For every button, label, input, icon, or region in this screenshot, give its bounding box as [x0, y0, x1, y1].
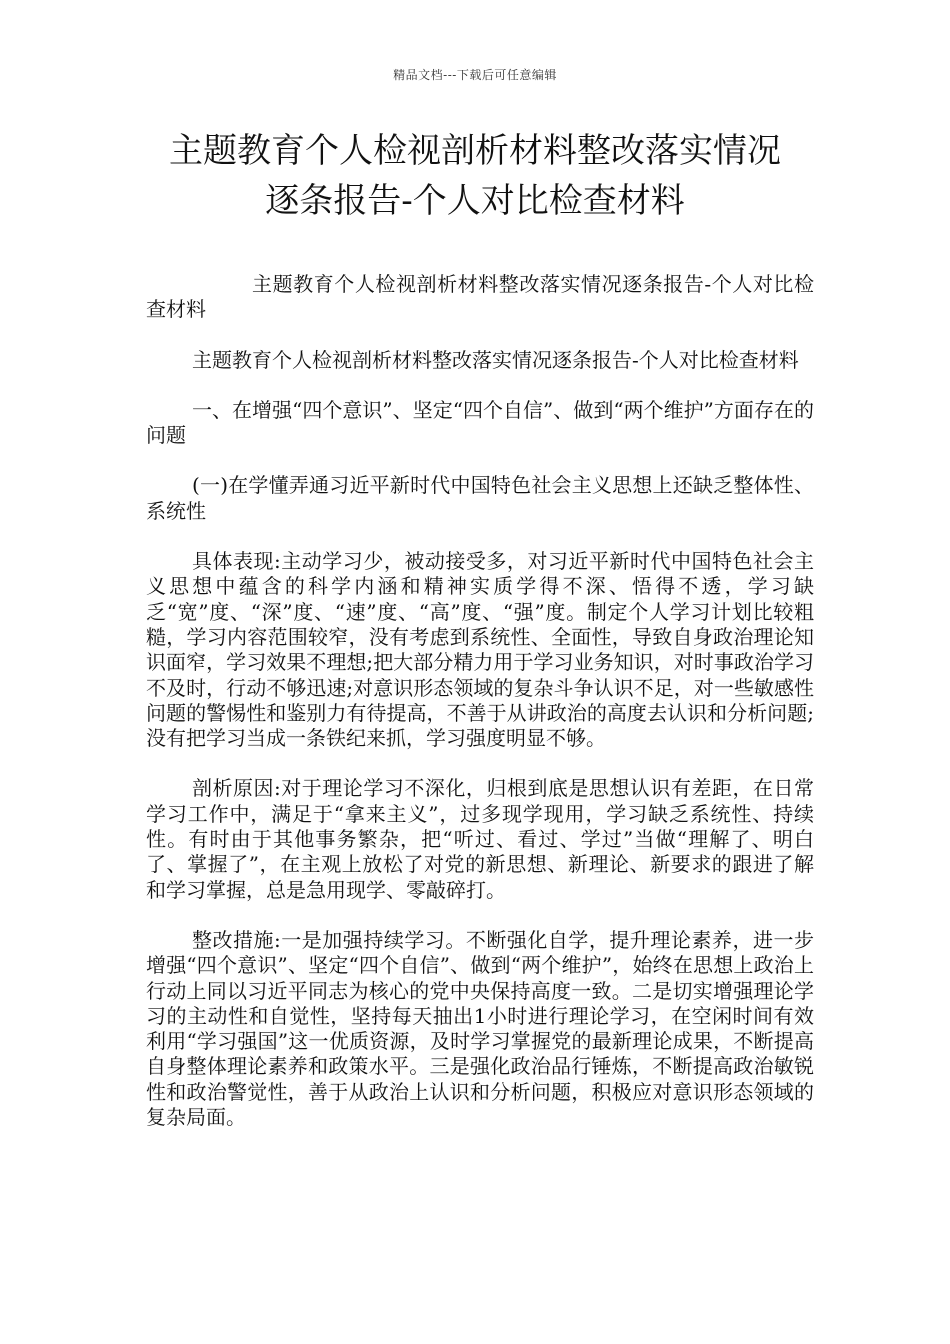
title-line-1: 主题教育个人检视剖析材料整改落实情况	[169, 131, 781, 171]
rectification-measures-paragraph: 整改措施:一是加强持续学习。不断强化自学，提升理论素养，进一步增强“四个意识”、坚定“四个自信”、做到“两个维护”，始终在思想上政治上行动上同以习近平同志为核心的党中央保持高度一致。二是切实增强理论学习的主动性和自觉性，坚持每天抽出1小时进行理论学习，在空闲时间有效利用“学习强国”这一优质资源，及时学习掌握党的最新理论成果，不断提高自身整体理论素养和政策水平。三是强化政治品行锤炼，不断提高政治敏锐性和政治警觉性，善于从政治上认识和分析问题，积极应对意识形态领域的复杂局面。	[146, 927, 814, 1130]
specific-performance-paragraph: 具体表现:主动学习少，被动接受多，对习近平新时代中国特色社会主义思想中蕴含的科学内涵和精神实质学得不深、悟得不透，学习缺乏“宽”度、“深”度、“速”度、“高”度、“强”度。制定个人学习计划比较粗糙，学习内容范围较窄，没有考虑到系统性、全面性，导致自身政治理论知识面窄，学习效果不理想;把大部分精力用于学习业务知识，对时事政治学习不及时，行动不够迅速;对意识形态领域的复杂斗争认识不足，对一些敏感性问题的警惕性和鉴别力有待提高，不善于从讲政治的高度去认识和分析问题;没有把学习当成一条铁纪来抓，学习强度明显不够。	[146, 549, 814, 751]
subtitle-paragraph-repeat: 主题教育个人检视剖析材料整改落实情况逐条报告-个人对比检查材料	[192, 347, 799, 372]
subsection-heading: (一)在学懂弄通习近平新时代中国特色社会主义思想上还缺乏整体性、系统性	[146, 473, 814, 523]
subtitle-paragraph: 主题教育个人检视剖析材料整改落实情况逐条报告-个人对比检查材料	[146, 272, 814, 322]
cause-analysis-paragraph: 剖析原因:对于理论学习不深化，归根到底是思想认识有差距，在日常学习工作中，满足于“拿来主义”，过多现学现用，学习缺乏系统性、持续性。有时由于其他事务繁杂，把“听过、看过、学过”当做“理解了、明白了、掌握了”，在主观上放松了对党的新思想、新理论、新要求的跟进了解和学习掌握，总是急用现学、零敲碎打。	[146, 776, 814, 902]
header-note: 精品文档---下载后可任意编辑	[393, 68, 557, 82]
document-title	[100, 126, 850, 226]
title-line-2: 逐条报告-个人对比检查材料	[265, 181, 685, 221]
document-body	[146, 272, 814, 1155]
section-heading: 一、在增强“四个意识”、坚定“四个自信”、做到“两个维护”方面存在的问题	[146, 397, 814, 448]
